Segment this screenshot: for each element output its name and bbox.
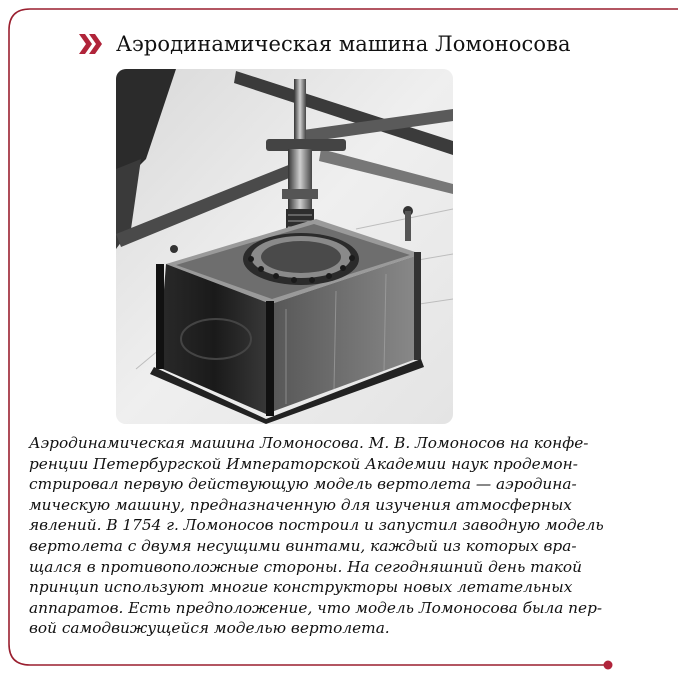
caption-line: принцип используют многие конструкторы новых летательных: [29, 578, 573, 597]
caption-line: явлений. В 1754 г. Ломоносов построил и запустил заводную модель: [29, 516, 604, 535]
caption-line: Аэродинамическая машина Ломоносова. М. В. Ломоносов на конфе-: [29, 434, 589, 452]
photo-caption: [29, 433, 629, 639]
section-header: [78, 24, 571, 64]
caption-line: вертолета с двумя несущими винтами, каждый из которых вра-: [29, 536, 577, 555]
caption-line: мическую машину, предназначенную для изучения атмосферных: [29, 495, 572, 514]
frame-end-dot: [604, 661, 613, 670]
section-title: Аэродинамическая машина Ломоносова: [116, 32, 571, 56]
caption-line: аппаратов. Есть предположение, что модель Ломоносова была пер-: [29, 598, 603, 617]
machine-illustration: [116, 69, 453, 424]
machine-photo: [116, 69, 453, 424]
caption-line: ренции Петербургской Императорской Академии наук продемон-: [29, 454, 578, 473]
caption-line: стрировал первую действующую модель вертолета — аэродина-: [29, 475, 577, 494]
caption-line: вой самодвижущейся моделью вертолета.: [29, 619, 390, 638]
double-chevron-right-icon: [78, 33, 104, 55]
caption-line: щался в противоположные стороны. На сегодняшний день такой: [29, 557, 582, 576]
